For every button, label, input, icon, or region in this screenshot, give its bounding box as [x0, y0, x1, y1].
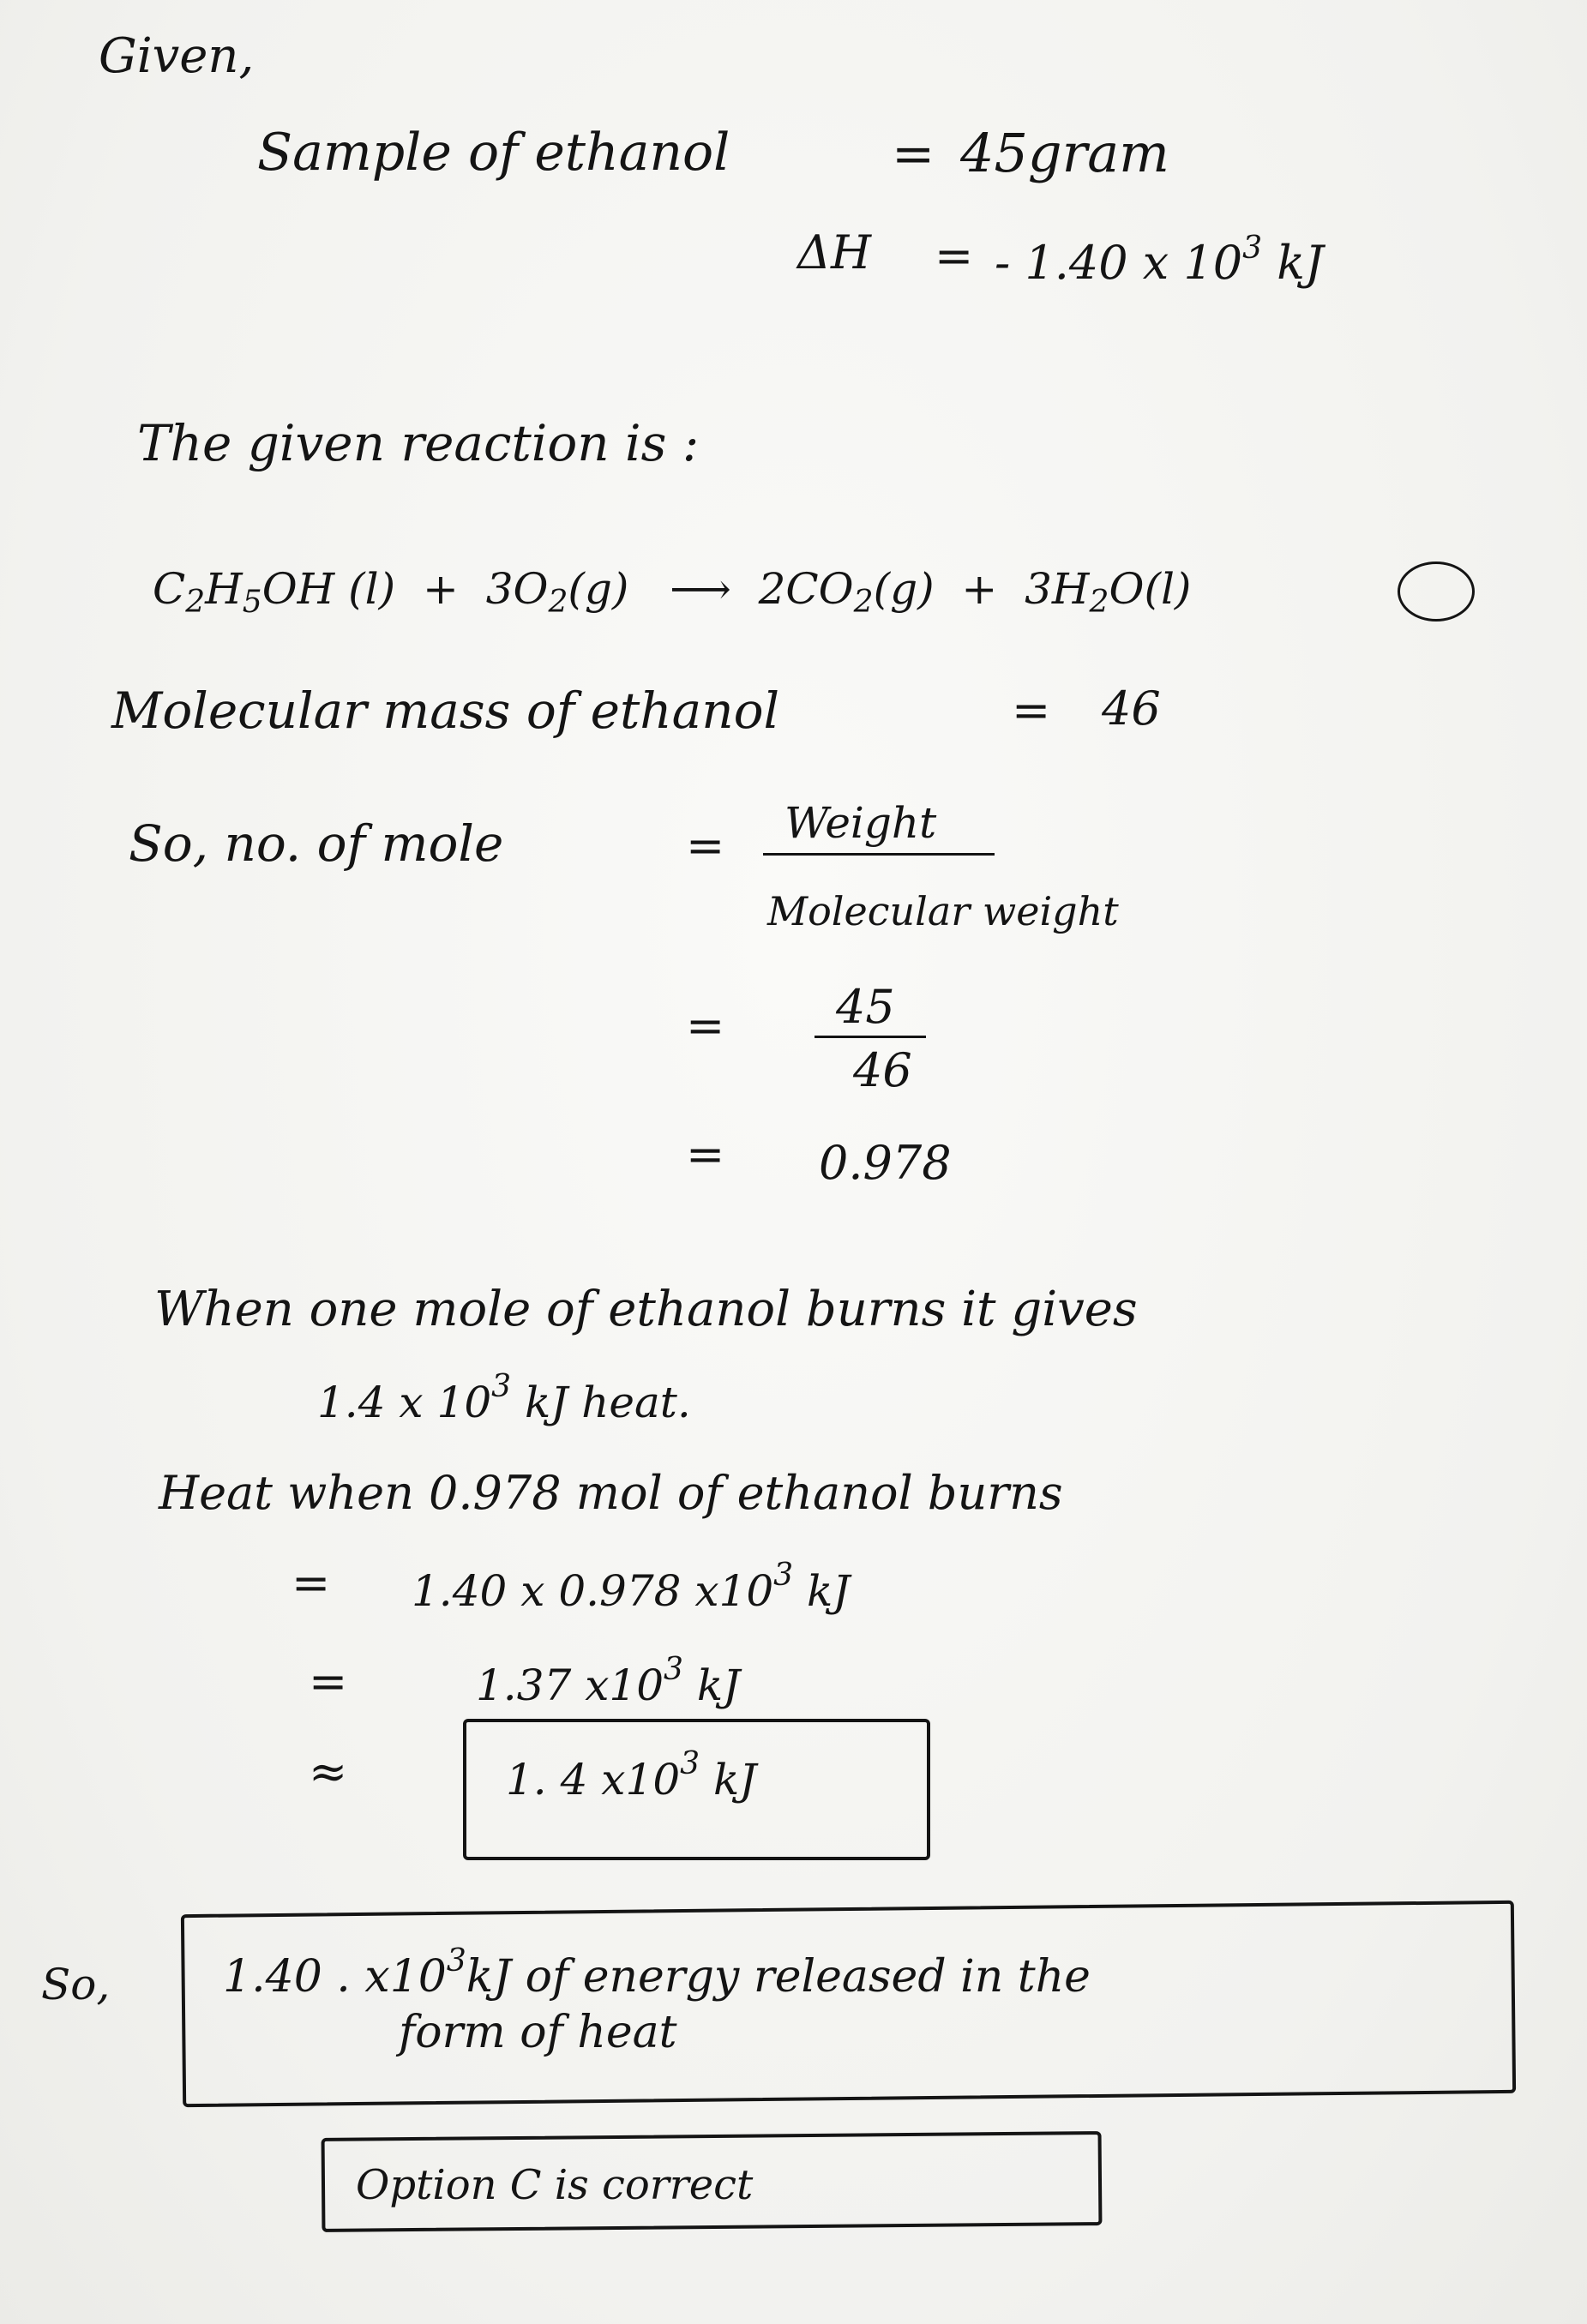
- conclusion-box: [181, 1901, 1516, 2107]
- plus-sign-2: +: [961, 564, 998, 614]
- fraction-numerator-value: 45: [836, 980, 895, 1034]
- calc-equals-1: =: [292, 1556, 331, 1610]
- option-statement: Option C is correct: [356, 2161, 754, 2209]
- carbon-dioxide-formula: $2CO_2(g)$: [758, 564, 935, 620]
- fraction-bar-2: [815, 1036, 926, 1038]
- enthalpy-value-exponent: 3: [1242, 231, 1263, 266]
- enthalpy-value: [995, 231, 1324, 290]
- liquid-state-circle: [1398, 561, 1475, 622]
- ethanol-formula: $C_2H_5OH$ (l): [153, 564, 396, 620]
- calc-equals-2: =: [309, 1654, 348, 1708]
- fraction-denominator-value: 46: [853, 1043, 912, 1097]
- heat-statement-line1: When one mole of ethanol burns it gives: [154, 1282, 1138, 1337]
- molecular-mass-value: 46: [1102, 682, 1161, 736]
- heat-when-line: Heat when 0.978 mol of ethanol burns: [159, 1466, 1063, 1520]
- fraction-bar-1: [763, 853, 995, 856]
- moles-label: So, no. of mole: [129, 814, 504, 873]
- reaction-intro: The given reaction is :: [137, 414, 700, 472]
- reaction-arrow: ⟶: [670, 564, 731, 614]
- plus-sign-1: +: [422, 564, 459, 614]
- sample-equals: =: [892, 124, 935, 184]
- moles-equals-2: =: [686, 999, 725, 1053]
- fraction-numerator-text: Weight: [784, 798, 937, 848]
- oxygen-formula: $3O_2(g)$: [485, 564, 629, 620]
- enthalpy-value-unit: kJ: [1277, 236, 1324, 290]
- water-formula: $3H_2O(l)$: [1025, 564, 1192, 620]
- enthalpy-label: ΔH: [797, 225, 872, 279]
- enthalpy-equals: =: [935, 229, 974, 283]
- reaction-equation: [153, 564, 1192, 620]
- heat-statement-line2: 1.4 x $10^3$ kJ heat.: [317, 1369, 691, 1427]
- calc-step-2: 1.37 $x10^3$ kJ: [476, 1652, 741, 1710]
- given-heading: Given,: [99, 28, 255, 84]
- conclusion-line1: 1.40 . $x10^3kJ$ of energy released in the: [223, 1943, 1091, 2003]
- conclusion-so: So,: [41, 1960, 111, 2009]
- calc-approx: ≈: [309, 1745, 348, 1799]
- calc-step-1: 1.40 x 0.978 $x10^3$ kJ: [412, 1558, 851, 1616]
- sample-value: 45gram: [960, 122, 1169, 184]
- molecular-mass-label: Molecular mass of ethanol: [111, 682, 780, 740]
- moles-equals-1: =: [686, 819, 725, 873]
- fraction-denominator-text: Molecular weight: [767, 888, 1119, 934]
- sample-label: Sample of ethanol: [257, 123, 730, 183]
- enthalpy-value-number: - 1.40 x 10: [995, 236, 1243, 290]
- molecular-mass-equals: =: [1012, 683, 1051, 737]
- moles-result: 0.978: [819, 1136, 952, 1190]
- conclusion-line2: form of heat: [399, 2007, 677, 2058]
- moles-equals-3: =: [686, 1127, 725, 1181]
- calc-step-3: 1. 4 $x10^3$ kJ: [506, 1746, 757, 1805]
